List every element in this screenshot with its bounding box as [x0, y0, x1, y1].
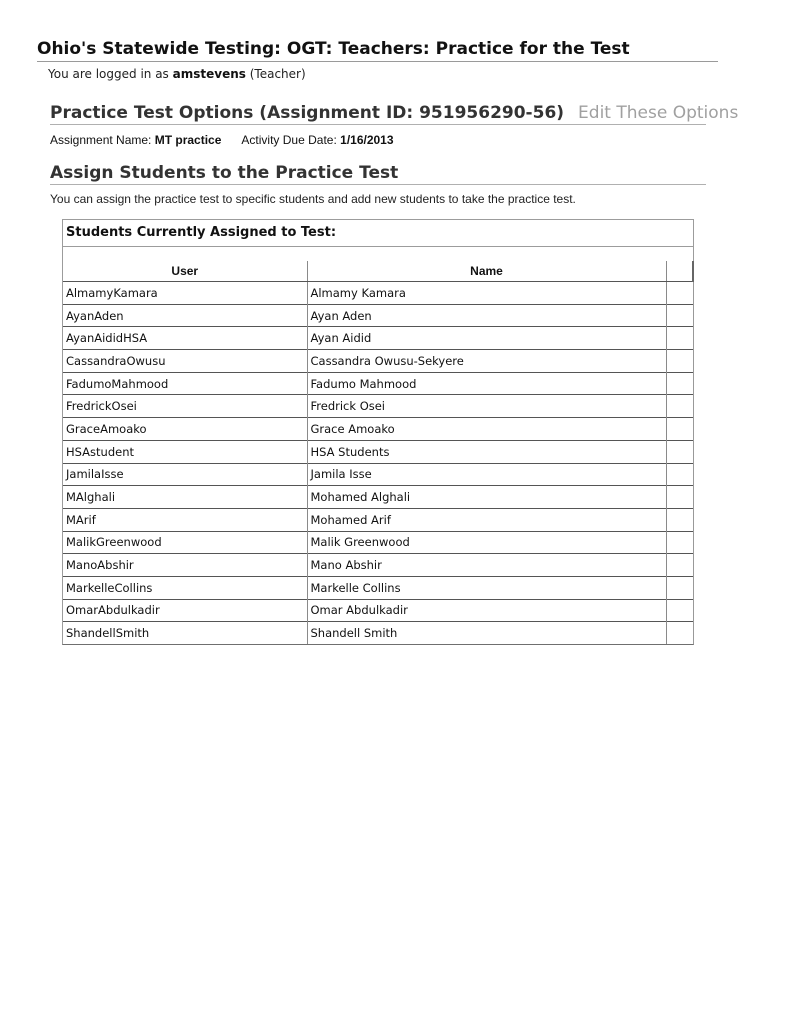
student-name-cell: Malik Greenwood — [307, 531, 666, 554]
student-action-cell[interactable] — [666, 554, 693, 577]
assignment-name-value: MT practice — [154, 133, 222, 147]
student-name-cell: Omar Abdulkadir — [307, 599, 666, 622]
student-action-cell[interactable] — [666, 304, 693, 327]
table-row — [63, 440, 693, 463]
table-row — [63, 599, 693, 622]
username: amstevens — [172, 67, 246, 81]
assignment-meta — [50, 133, 394, 148]
student-action-cell[interactable] — [666, 327, 693, 350]
student-action-cell[interactable] — [666, 463, 693, 486]
table-row — [63, 350, 693, 373]
table-row — [63, 418, 693, 441]
login-prefix: You are logged in as — [48, 67, 169, 81]
student-action-cell[interactable] — [666, 395, 693, 418]
student-action-cell[interactable] — [666, 622, 693, 644]
student-user-cell: CassandraOwusu — [63, 350, 307, 373]
assign-description: You can assign the practice test to specific students and add new students to take the practice test. — [50, 192, 576, 206]
assignment-name-label: Assignment Name: — [50, 133, 152, 147]
table-row — [63, 395, 693, 418]
student-name-cell: Shandell Smith — [307, 622, 666, 644]
student-user-cell: JamilaIsse — [63, 463, 307, 486]
student-action-cell[interactable] — [666, 350, 693, 373]
table-row — [63, 327, 693, 350]
student-name-cell: Grace Amoako — [307, 418, 666, 441]
table-row — [63, 304, 693, 327]
student-action-cell[interactable] — [666, 372, 693, 395]
table-row — [63, 576, 693, 599]
student-action-cell[interactable] — [666, 440, 693, 463]
student-name-cell: HSA Students — [307, 440, 666, 463]
student-action-cell[interactable] — [666, 486, 693, 509]
login-status — [48, 66, 306, 82]
table-row — [63, 282, 693, 305]
student-name-cell: Ayan Aidid — [307, 327, 666, 350]
student-action-cell[interactable] — [666, 418, 693, 441]
student-action-cell[interactable] — [666, 531, 693, 554]
user-role: (Teacher) — [249, 67, 306, 81]
student-user-cell: ManoAbshir — [63, 554, 307, 577]
student-name-cell: Mano Abshir — [307, 554, 666, 577]
table-row — [63, 486, 693, 509]
student-user-cell: GraceAmoako — [63, 418, 307, 441]
table-row — [63, 531, 693, 554]
student-name-cell: Mohamed Alghali — [307, 486, 666, 509]
student-name-cell: Markelle Collins — [307, 576, 666, 599]
options-heading — [50, 102, 739, 125]
table-row — [63, 554, 693, 577]
students-panel-title: Students Currently Assigned to Test: — [63, 220, 693, 247]
student-user-cell: MarkelleCollins — [63, 576, 307, 599]
table-row — [63, 622, 693, 644]
column-header-user: User — [63, 261, 307, 282]
student-user-cell: FredrickOsei — [63, 395, 307, 418]
student-action-cell[interactable] — [666, 508, 693, 531]
page-title: Ohio's Statewide Testing: OGT: Teachers: Practice for the Test — [37, 38, 718, 62]
student-user-cell: HSAstudent — [63, 440, 307, 463]
student-user-cell: MalikGreenwood — [63, 531, 307, 554]
students-panel — [62, 219, 694, 645]
student-user-cell: ShandellSmith — [63, 622, 307, 644]
student-name-cell: Fadumo Mahmood — [307, 372, 666, 395]
student-action-cell[interactable] — [666, 282, 693, 305]
student-name-cell: Ayan Aden — [307, 304, 666, 327]
student-name-cell: Cassandra Owusu-Sekyere — [307, 350, 666, 373]
edit-options-link[interactable]: Edit These Options — [578, 103, 739, 123]
student-user-cell: FadumoMahmood — [63, 372, 307, 395]
student-user-cell: MAlghali — [63, 486, 307, 509]
column-header-action — [666, 261, 693, 282]
student-name-cell: Fredrick Osei — [307, 395, 666, 418]
table-row — [63, 372, 693, 395]
student-action-cell[interactable] — [666, 576, 693, 599]
students-table-header — [63, 261, 693, 282]
student-name-cell: Jamila Isse — [307, 463, 666, 486]
due-date-value: 1/16/2013 — [340, 133, 394, 147]
assign-students-heading: Assign Students to the Practice Test — [50, 162, 706, 185]
table-row — [63, 508, 693, 531]
student-user-cell: MArif — [63, 508, 307, 531]
student-name-cell: Almamy Kamara — [307, 282, 666, 305]
column-header-name: Name — [307, 261, 666, 282]
due-date-label: Activity Due Date: — [241, 133, 337, 147]
student-name-cell: Mohamed Arif — [307, 508, 666, 531]
student-user-cell: OmarAbdulkadir — [63, 599, 307, 622]
student-user-cell: AyanAididHSA — [63, 327, 307, 350]
options-heading-text: Practice Test Options (Assignment ID: 951956290-56) — [50, 103, 565, 123]
student-user-cell: AyanAden — [63, 304, 307, 327]
students-table — [63, 261, 694, 644]
table-row — [63, 463, 693, 486]
student-user-cell: AlmamyKamara — [66, 285, 158, 300]
student-action-cell[interactable] — [666, 599, 693, 622]
